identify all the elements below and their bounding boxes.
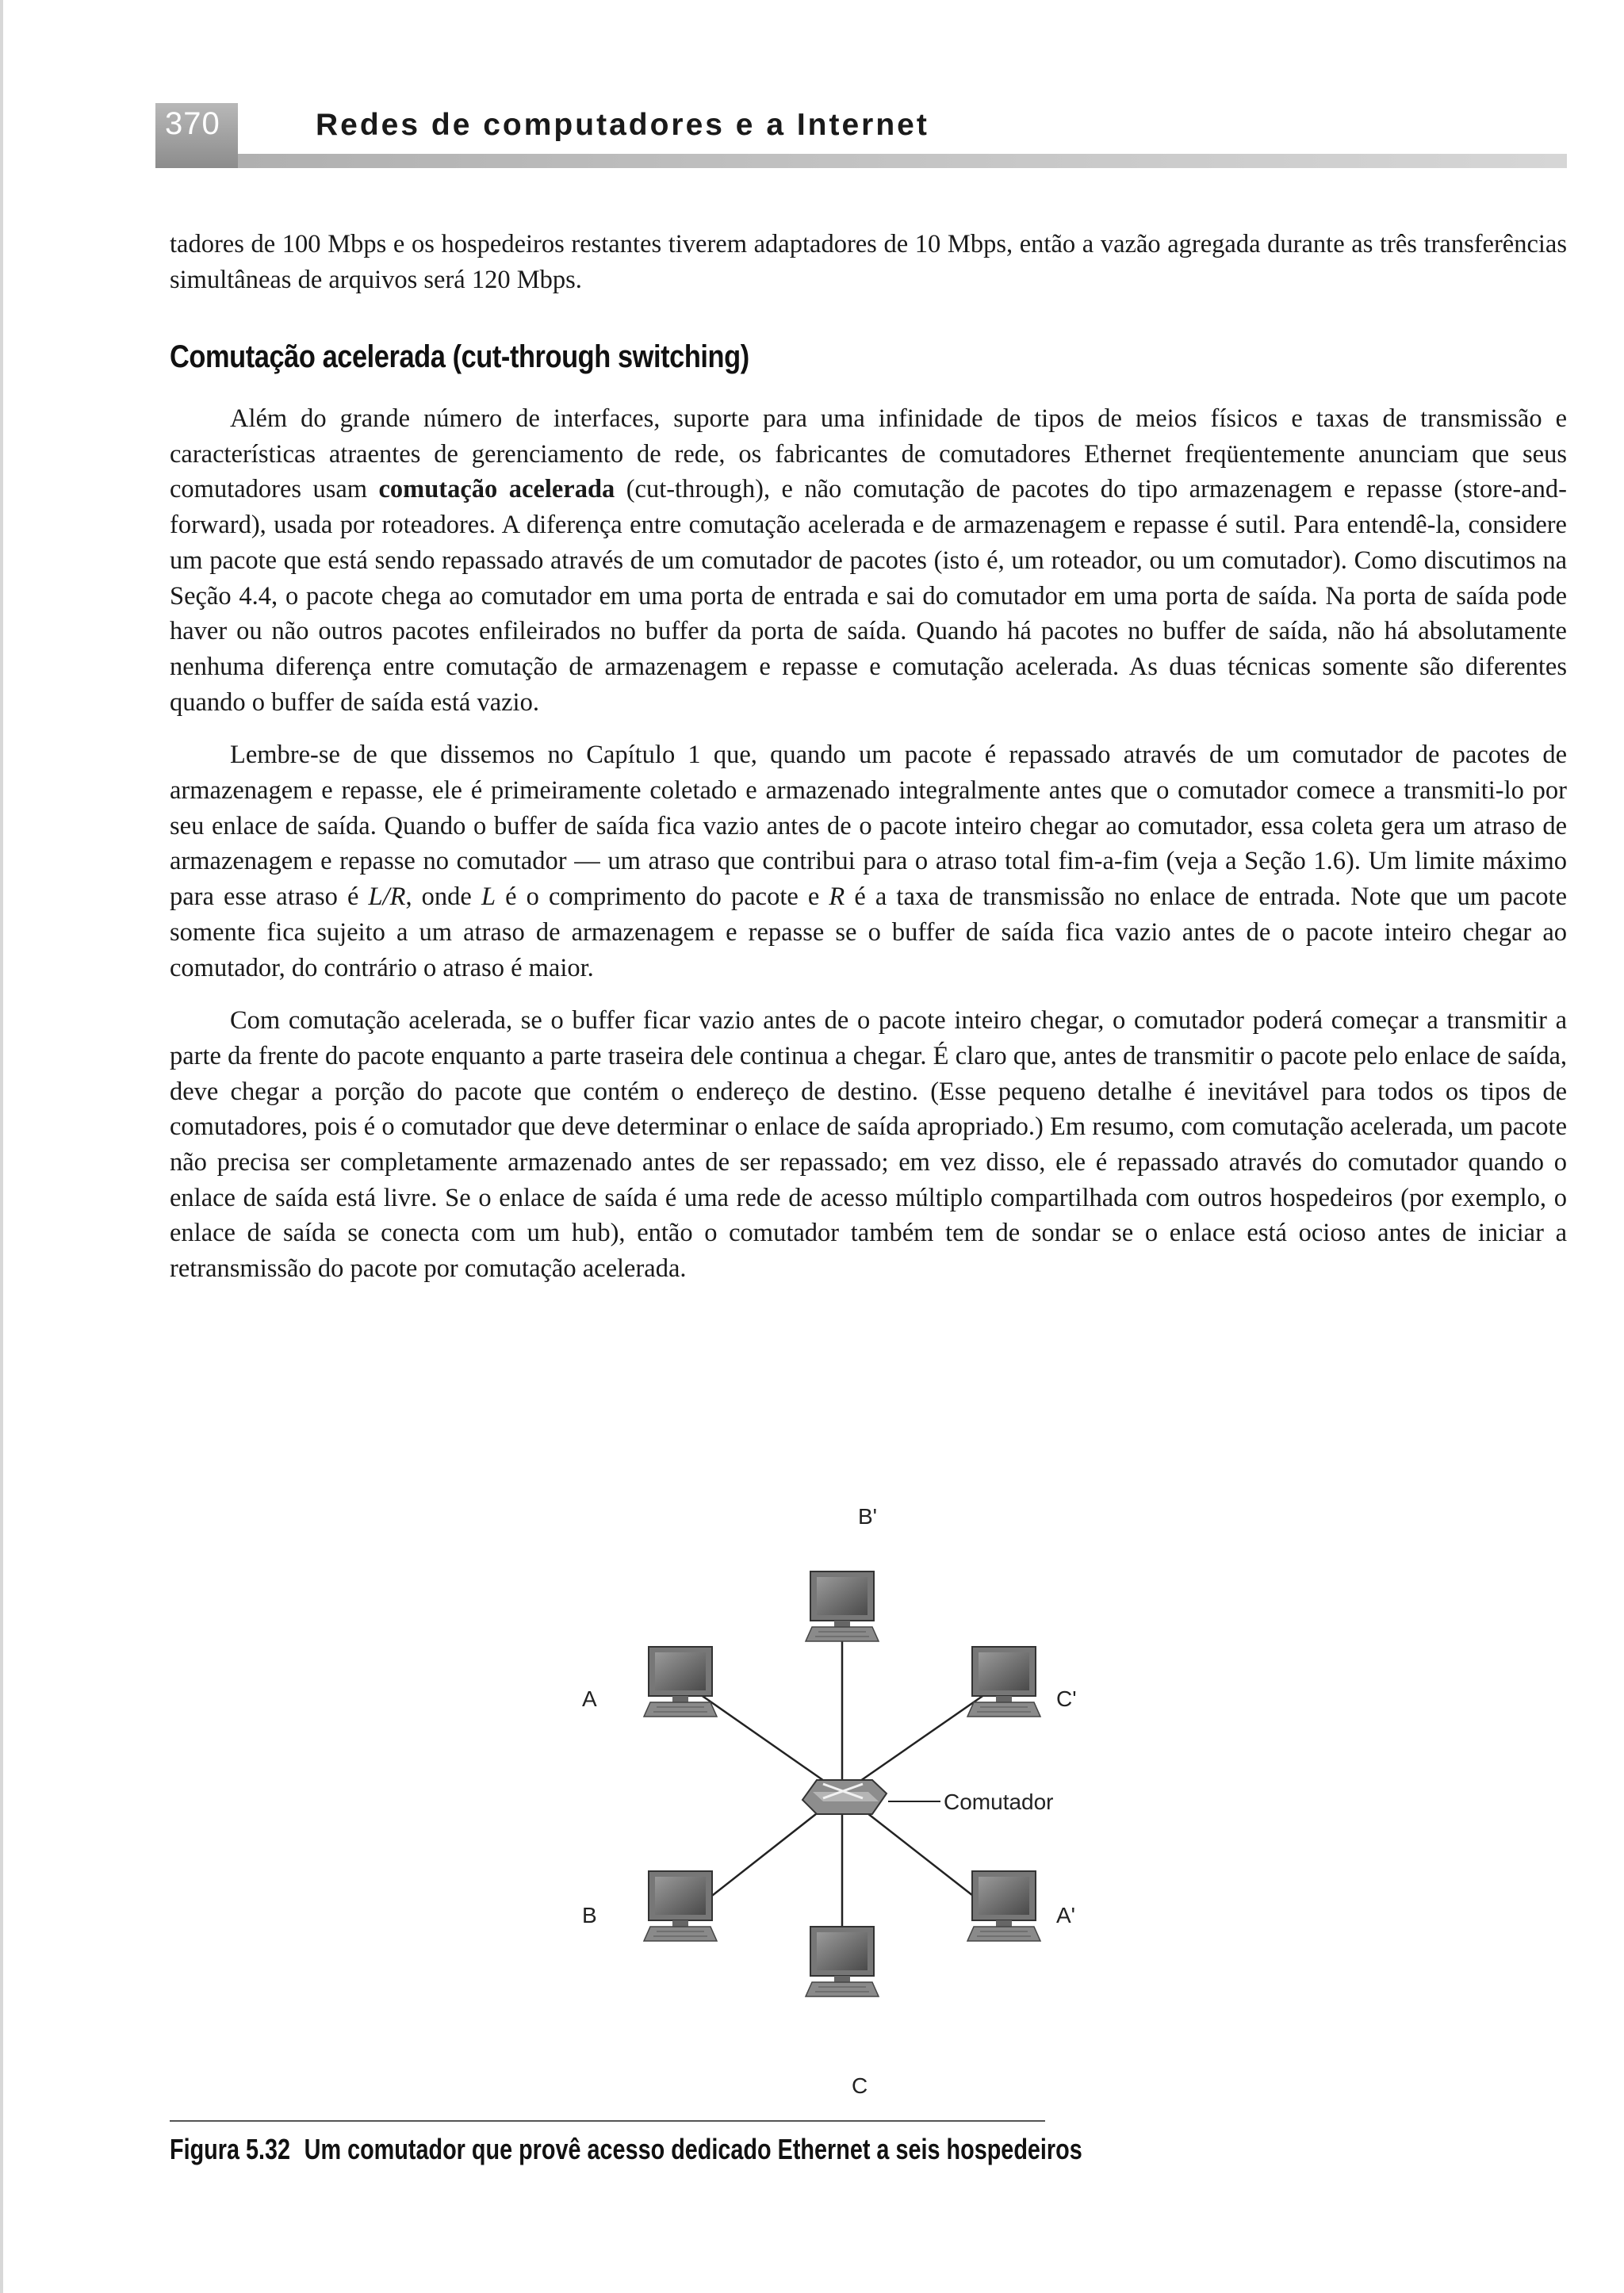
- header-rule: [238, 154, 1567, 168]
- host-a: [644, 1647, 717, 1717]
- page-edge: [0, 0, 3, 2293]
- label-b-prime: B': [858, 1504, 878, 1529]
- label-c: C: [852, 2073, 868, 2098]
- paragraph-3: Com comutação acelerada, se o buffer ficar vazio antes de o pacote inteiro chegar, o comutador poderá começar a transmitir a parte da frente do pacote enquanto a parte traseira dele continua a chegar. É claro que, antes de transmitir o pacote pelo enlace de saída, deve chegar a porção do pacote que contém o endereço de destino. (Esse pequeno detalhe é inevitável para todos os tipos de comutadores, pois é o comutador que deve determinar o enlace de saída apropriado.) Em resumo, com comutação acelerada, um pacote não precisa ser completamente armazenado antes de ser repassado; em vez disso, ele é repassado através do comutador quando o enlace de saída está livre. Se o enlace de saída é uma rede de acesso múltiplo compartilhada com outros hospedeiros (por exemplo, o enlace de saída se conecta com um hub), então o comutador também tem de sondar se o enlace está ocioso antes de iniciar a retransmissão do pacote por comutação acelerada.: [170, 1006, 1567, 1284]
- var-r: R: [829, 882, 845, 912]
- host-b: [644, 1871, 717, 1941]
- paragraph-2-part-c: é o comprimento do pacote e: [496, 882, 829, 912]
- paragraph-1-part-a: Além do grande número de interfaces, suporte para uma infinidade de tipos de meios físicos e taxas de transmissão e características atraentes de gerenciamento de rede, os fabricantes de comutadores Ethernet freqüentemente anunciam que seus comutadores usam: [170, 404, 1567, 504]
- switch-label: Comutador: [944, 1790, 1054, 1814]
- caption-text: Um comutador que provê acesso dedicado Ethernet a seis hospedeiros: [304, 2133, 1082, 2165]
- network-figure: [555, 1499, 1158, 2101]
- caption-rule: [170, 2120, 1045, 2122]
- label-a-prime: A': [1056, 1903, 1076, 1927]
- figure-caption: [170, 2133, 1082, 2166]
- host-b-prime: [806, 1571, 879, 1641]
- caption-number: Figura 5.32: [170, 2133, 291, 2165]
- formula-lr: L/R: [368, 882, 406, 912]
- continuation-paragraph: [170, 227, 1567, 297]
- section-title: Comutação acelerada (cut-through switching): [170, 339, 749, 374]
- paragraph-1-part-b: (cut-through), e não comutação de pacotes do tipo armazenagem e repasse (store-and-forward), usada por roteadores. A diferença entre comutação acelerada e de armazenagem e repasse é sutil. Para entendê-la, considere um pacote que está sendo repassado através de um comutador de pacotes (isto é, um roteador, ou um comutador). Como discutimos na Seção 4.4, o pacote chega ao comutador em uma porta de entrada e sai do comutador em uma porta de saída. Na porta de saída pode haver ou não outros pacotes enfileirados no buffer da porta de saída. Quando há pacotes no buffer de saída, não há absolutamente nenhuma diferença entre comutação de armazenagem e repasse e comutação acelerada. As duas técnicas somente são diferentes quando o buffer de saída está vazio.: [170, 475, 1567, 717]
- label-a: A: [582, 1686, 597, 1711]
- paragraph-2: [170, 737, 1567, 986]
- term-bold: comutação acelerada: [378, 475, 615, 504]
- page-number: 370: [165, 106, 220, 141]
- paragraph-2-part-d: é a taxa de transmissão no enlace de entrada. Note que um pacote somente fica sujeito a um atraso de armazenagem e repasse se o buffer de saída fica vazio antes de o pacote inteiro chegar ao comutador, do contrário o atraso é maior.: [170, 882, 1567, 982]
- paragraph-2-part-b: , onde: [405, 882, 481, 912]
- body-text: [170, 401, 1567, 1287]
- paragraph-1: [170, 401, 1567, 720]
- link-a: [698, 1693, 842, 1793]
- running-head: Redes de computadores e a Internet: [316, 108, 929, 142]
- label-c-prime: C': [1056, 1686, 1077, 1711]
- host-c-prime: [967, 1647, 1040, 1717]
- paragraph-2-part-a: Lembre-se de que dissemos no Capítulo 1 que, quando um pacote é repassado através de um comutador de pacotes de armazenagem e repasse, ele é primeiramente coletado e armazenado integralmente antes que o comutador comece a transmiti-lo por seu enlace de saída. Quando o buffer de saída fica vazio antes de o pacote inteiro chegar ao comutador, essa coleta gera um atraso de armazenagem e repasse no comutador — um atraso que contribui para o atraso total fim-a-fim (veja a Seção 1.6). Um limite máximo para esse atraso é: [170, 741, 1567, 912]
- host-a-prime: [967, 1871, 1040, 1941]
- var-l: L: [481, 882, 496, 912]
- label-b: B: [582, 1903, 597, 1927]
- link-c-prime: [842, 1693, 987, 1793]
- host-c: [806, 1927, 879, 1996]
- continuation-text: tadores de 100 Mbps e os hospedeiros restantes tiverem adaptadores de 10 Mbps, então a vazão agregada durante as três transferências simultâneas de arquivos será 120 Mbps.: [170, 230, 1567, 294]
- switch-icon: [802, 1780, 887, 1814]
